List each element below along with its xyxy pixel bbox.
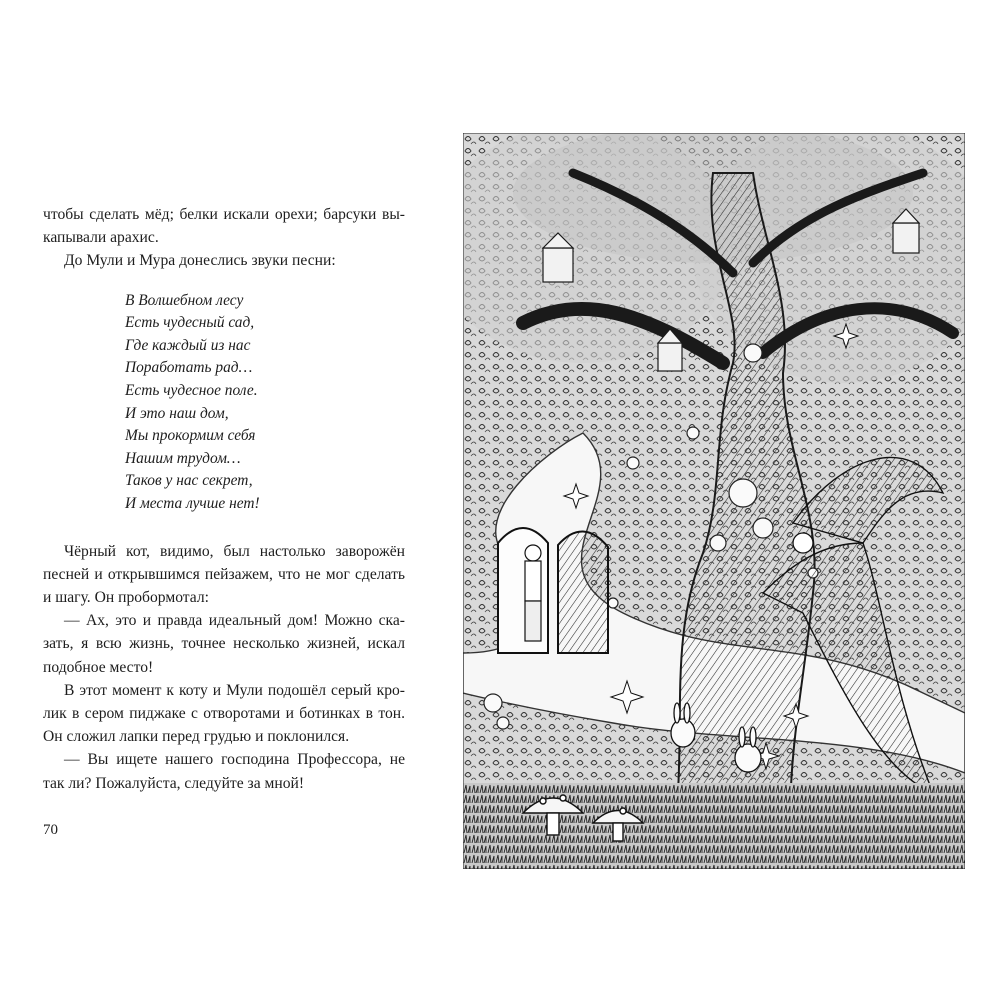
paragraph-rabbit-speech: — Вы ищете нашего господина Профессора, не так ли? Пожалуйста, следуйте за мной! — [43, 751, 405, 792]
paragraph-cat-speech: — Ах, это и правда идеальный дом! Можно сказать, я всю жизнь, точнее несколько жизней, искал подобное место! — [43, 612, 405, 676]
paragraph-continuation: чтобы сделать мёд; белки искали орехи; барсуки выкапывали арахис. — [43, 206, 405, 247]
enchanted-forest-illustration-icon — [463, 133, 965, 869]
paragraph-cat-spellbound: Чёрный кот, видимо, был настолько заворожён песней и открывшимся пейзажем, что не мог сделать и шагу. Он пробормотал: — [43, 542, 405, 606]
poem-line: Мы прокормим себя — [125, 427, 256, 445]
poem-line: Нашим трудом… — [125, 449, 241, 467]
poem-line: И это наш дом, — [125, 404, 229, 422]
poem-line: Где каждый из нас — [125, 336, 251, 354]
poem-line: Есть чудесный сад, — [125, 314, 255, 332]
left-page-text — [43, 203, 405, 795]
poem-block — [125, 290, 405, 516]
poem-line: Поработать рад… — [125, 359, 253, 377]
page-number: 70 — [43, 822, 58, 838]
paragraph-rabbit-arrives: В этот момент к коту и Мули подошёл серый кролик в сером пиджаке с отворотами и ботинках в тон. Он сложил лапки перед грудью и поклонился. — [43, 681, 405, 746]
forest-illustration — [463, 133, 965, 869]
poem-line: И места лучше нет! — [125, 494, 260, 512]
poem-line: Таков у нас секрет, — [125, 472, 253, 490]
paragraph-song-intro: До Мули и Мура донеслись звуки песни: — [64, 252, 336, 270]
poem-line: Есть чудесное поле. — [125, 381, 258, 399]
poem-line: В Волшебном лесу — [125, 291, 244, 309]
